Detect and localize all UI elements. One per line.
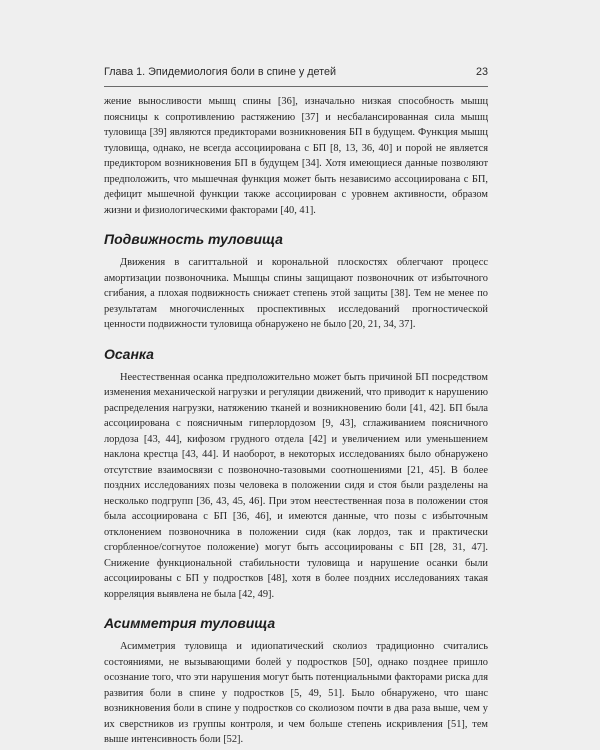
chapter-title: Глава 1. Эпидемиология боли в спине у детей bbox=[104, 66, 337, 78]
section-heading-posture: Осанка bbox=[104, 345, 154, 362]
paragraph-continuation: жение выносливости мышц спины [36], изначально низкая способность мышц поясницы к сопротивлению растяжению [37] и несбалансированная сила мышц туловища [39] являются предикторами возникновения БП в будущем. Функция мышц туловища, однако, не всегда ассоциирована с БП [8, 13, 36, 40] и порой не является предиктором возникновения БП в будущем [34]. Хотя имеющиеся данные позволяют предположить, что мышечная функция может быть независимо ассоциирована с БП, дефицит мышечной функции также ассоциирован с уровнем активности, образом жизни и физиологическими факторами [40, 41]. bbox=[104, 96, 488, 216]
body-text bbox=[104, 94, 488, 748]
paragraph-trunk-asymmetry: Асимметрия туловища и идиопатический сколиоз традиционно считались состояниями, не вызывающими болей у подростков [50], однако позднее пришло осознание того, что эти нарушения могут быть потенциальными факторами риска для развития боли в спине у подростков [5, 49, 51]. Было обнаружено, что шанс возникновения боли в спине у подростков со сколиозом почти в два раза выше, чем у их сверстников из группы контроля, и чем больше степень искривления [51], тем выше интенсивность боли [52]. bbox=[104, 641, 488, 745]
paragraph-posture: Неестественная осанка предположительно может быть причиной БП посредством изменения механической нагрузки и регуляции движений, что приводит к нарушению распределения нагрузки, натяжению тканей и возникновению боли [41, 42]. БП была ассоциирована с поясничным гиперлордозом [9, 43], сглаживанием поясничного лордоза [43, 44], кифозом грудного отдела [42] и увеличением или уменьшением наклона крестца [43, 44]. И наоборот, в некоторых исследованиях было обнаружено отсутствие взаимосвязи с позвоночно-тазовыми соотношениями [21, 45]. В более поздних исследованиях позы человека в положении сидя и стоя были разделены на несколько подгрупп [36, 43, 45, 46]. При этом неестественная поза в положении стоя была ассоциирована с БП [36, 46], и имеются данные, что позы с избыточным отклонением позвоночника в положении сидя (как лордоз, так и практически сгорбленное/согнутое положение) могут быть ассоциированы с БП [28, 31, 47]. Снижение функциональной стабильности туловища и нарушение осанки были ассоциированы с БП у подростков [48], хотя в более поздних исследованиях такая корреляция выявлена не была [42, 49]. bbox=[104, 371, 488, 600]
page-number: 23 bbox=[475, 66, 488, 78]
header-divider bbox=[104, 86, 488, 87]
running-head bbox=[104, 66, 488, 78]
section-heading-trunk-asymmetry: Асимметрия туловища bbox=[104, 615, 276, 631]
section-heading-trunk-mobility: Подвижность туловища bbox=[104, 231, 283, 247]
paragraph-trunk-mobility: Движения в сагиттальной и корональной плоскостях облегчают процесс амортизации позвоночника. Мышцы спины защищают позвоночник от избыточного сгибания, а плохая подвижность снижает степень этой защиты [38]. Тем не менее по результатам многочисленных проспективных исследований прогностической ценности подвижности туловища обнаружено не было [20, 21, 34, 37]. bbox=[104, 257, 488, 330]
